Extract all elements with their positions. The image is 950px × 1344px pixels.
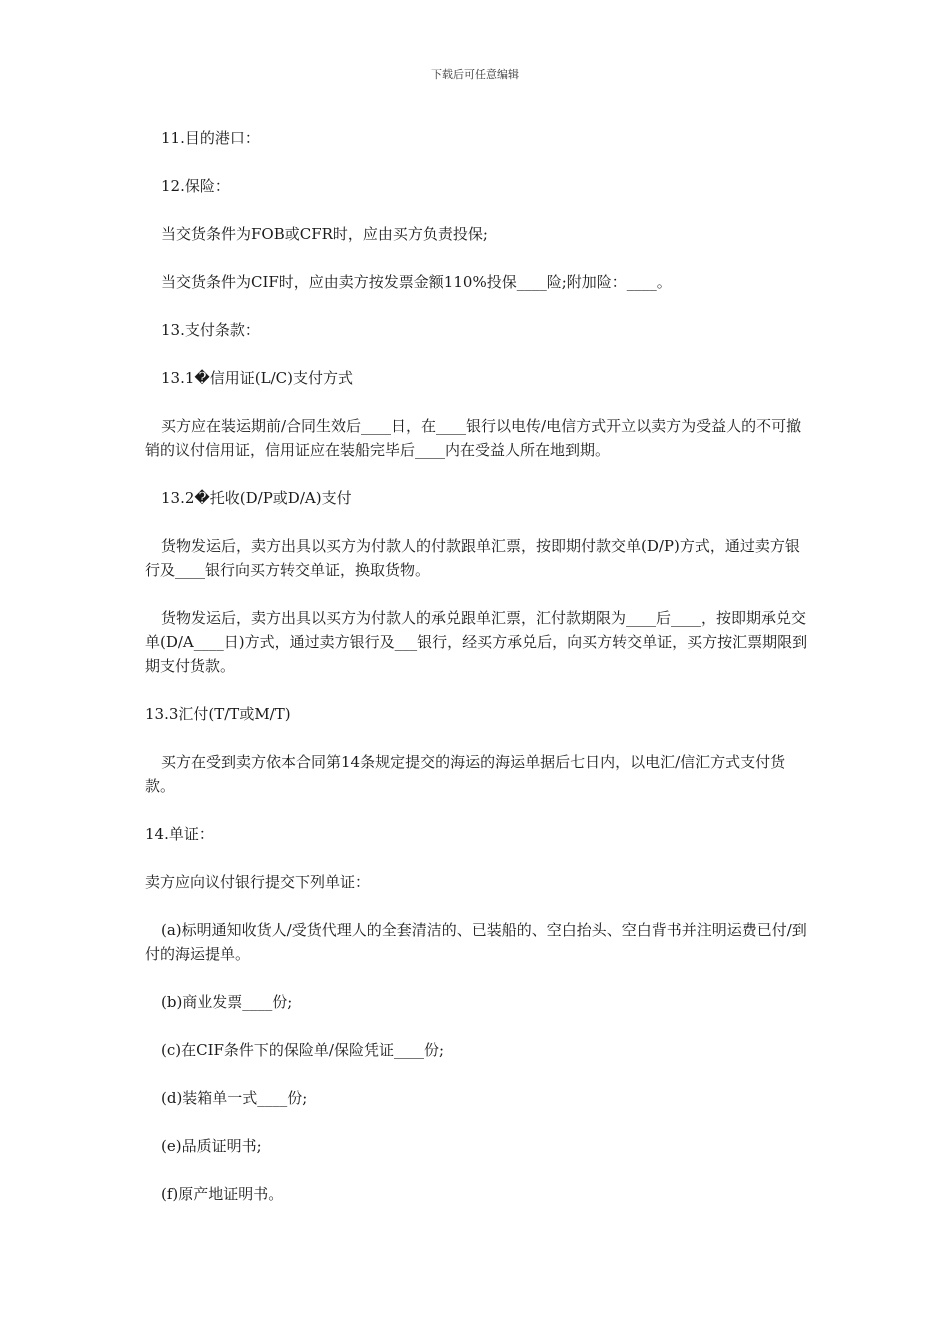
paragraph-insurance-cif: 当交货条件为CIF时，应由卖方按发票金额110%投保____险;附加险：____。 (161, 273, 672, 291)
paragraph-dp-body: 货物发运后，卖方出具以买方为付款人的付款跟单汇票，按即期付款交单(D/P)方式，通过卖方银行及____银行向买方转交单证，换取货物。 (145, 537, 800, 579)
page-header: 下载后可任意编辑 (431, 68, 519, 81)
paragraph-collection-heading: 13.2�托收(D/P或D/A)支付 (161, 489, 352, 507)
paragraph-document-e: (e)品质证明书; (161, 1137, 262, 1155)
paragraph-lc-heading: 13.1�信用证(L/C)支付方式 (161, 369, 353, 387)
document-body (145, 126, 810, 1230)
paragraph-destination-port: 11.目的港口： (161, 129, 260, 147)
paragraph-payment-heading: 13.支付条款： (161, 321, 260, 339)
paragraph-document-b: (b)商业发票____份; (161, 993, 293, 1011)
paragraph-document-a: (a)标明通知收货人/受货代理人的全套清洁的、已装船的、空白抬头、空白背书并注明运费已付/到付的海运提单。 (145, 921, 807, 963)
paragraph-remittance-body: 买方在受到卖方依本合同第14条规定提交的海运的海运单据后七日内，以电汇/信汇方式支付货款。 (145, 753, 786, 795)
paragraph-da-body: 货物发运后，卖方出具以买方为付款人的承兑跟单汇票，汇付款期限为____后____，按即期承兑交单(D/A____日)方式，通过卖方银行及___银行，经买方承兑后，向买方转交单证，买方按汇票期限到期支付货款。 (145, 609, 808, 675)
paragraph-lc-body: 买方应在装运期前/合同生效后____日，在____银行以电传/电信方式开立以卖方为受益人的不可撤销的议付信用证，信用证应在装船完毕后____内在受益人所在地到期。 (145, 417, 802, 459)
paragraph-remittance-heading: 13.3汇付(T/T或M/T) (145, 705, 291, 723)
paragraph-document-c: (c)在CIF条件下的保险单/保险凭证____份; (161, 1041, 445, 1059)
paragraph-insurance-heading: 12.保险： (161, 177, 230, 195)
paragraph-document-f: (f)原产地证明书。 (161, 1185, 284, 1203)
paragraph-documents-heading: 14.单证： (145, 825, 214, 843)
paragraph-documents-intro: 卖方应向议付银行提交下列单证： (145, 873, 371, 891)
paragraph-insurance-fob-cfr: 当交货条件为FOB或CFR时，应由买方负责投保; (161, 225, 488, 243)
paragraph-document-d: (d)装箱单一式____份; (161, 1089, 308, 1107)
